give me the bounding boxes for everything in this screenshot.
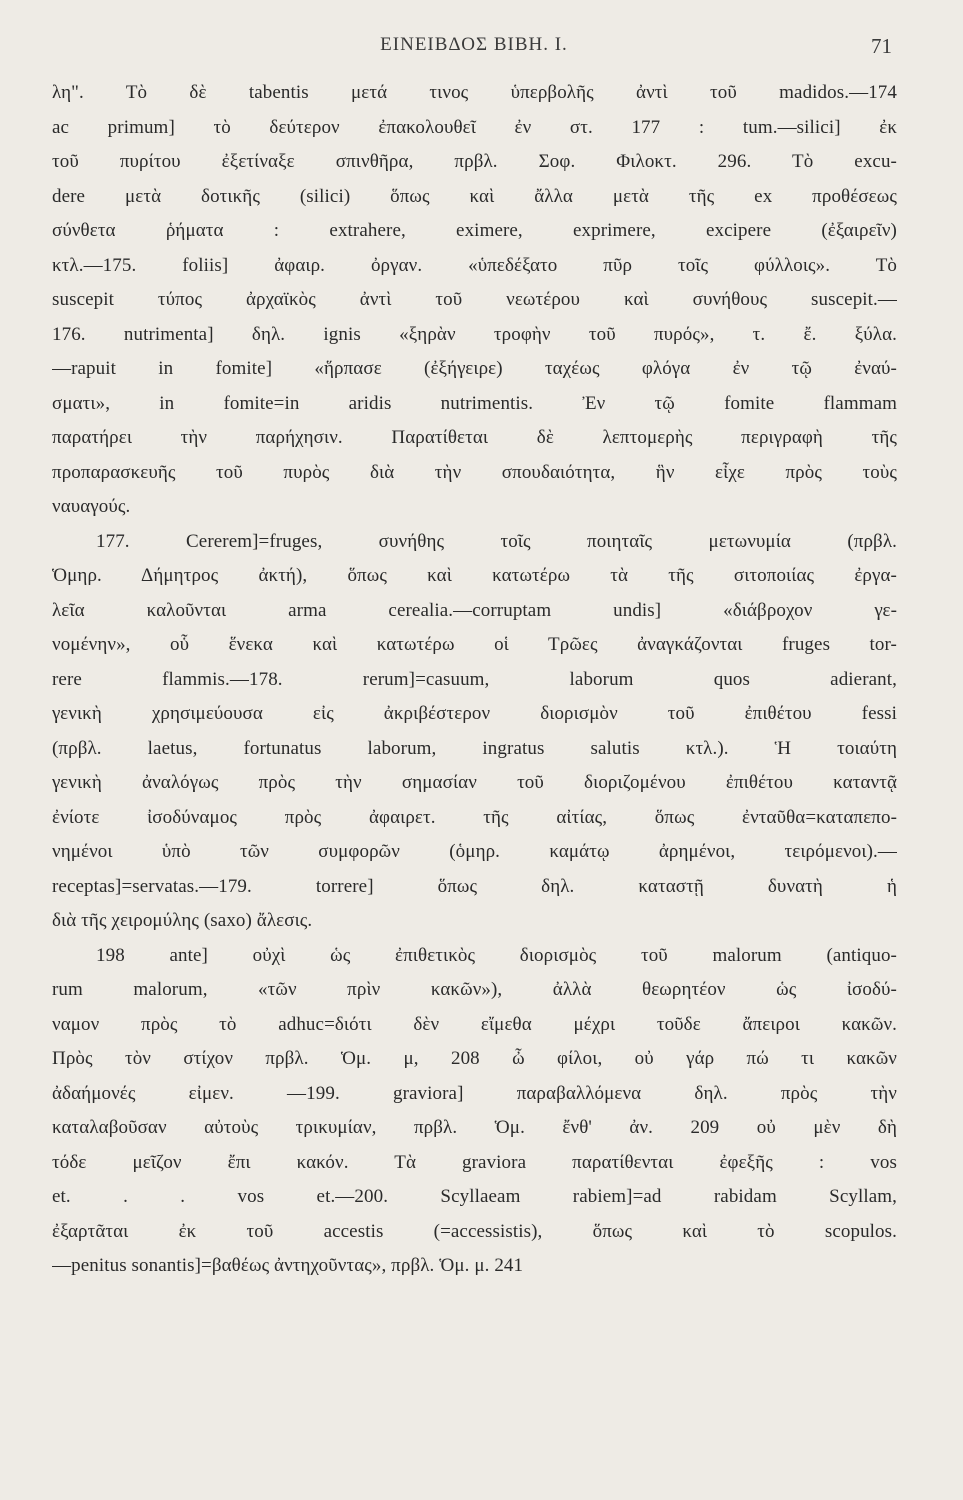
text-line: προπαρασκευῆς τοῦ πυρὸς διὰ τὴν σπουδαιότητα, ἣν εἶχε πρὸς τοὺς <box>52 461 897 483</box>
text-line: λη". Τὸ δὲ tabentis μετά τινος ὑπερβολῆς ἀντὶ τοῦ madidos.—174 <box>52 82 897 103</box>
text-line: κτλ.—175. foliis] ἀφαιρ. ὀργαν. «ὑπεδέξατο πῦρ τοῖς φύλλοις». Τὸ <box>52 254 897 276</box>
text-line: —rapuit in fomite] «ἥρπασε (ἐξήγειρε) ταχέως φλόγα ἐν τῷ ἐναύ- <box>52 358 897 379</box>
text-line: et. . . vos et.—200. Scyllaeam rabiem]=ad rabidam Scyllam, <box>52 1186 897 1207</box>
text-line: 177. Cererem]=fruges, συνήθης τοῖς ποιηταῖς μετωνυμία (πρβλ. <box>96 530 897 552</box>
text-line: suscepit τύπος ἀρχαϊκὸς ἀντὶ τοῦ νεωτέρου καὶ συνήθους suscepit.— <box>52 289 897 310</box>
text-line: σύνθετα ῥήματα : extrahere, eximere, exprimere, excipere (ἐξαιρεῖν) <box>52 220 897 241</box>
running-title: ΕΙΝΕΙΒΔΟΣ ΒΙΒΗ. Ι. <box>380 34 568 55</box>
text-line: 176. nutrimenta] δηλ. ignis «ξηρὰν τροφὴν τοῦ πυρός», τ. ἔ. ξύλα. <box>52 323 897 345</box>
text-line: Πρὸς τὸν στίχον πρβλ. Ὁμ. μ, 208 ὦ φίλοι, οὐ γάρ πώ τι κακῶν <box>52 1048 897 1069</box>
text-line: dere μετὰ δοτικῆς (silici) ὅπως καὶ ἄλλα μετὰ τῆς ex προθέσεως <box>52 185 897 207</box>
text-line: ac primum] τὸ δεύτερον ἐπακολουθεῖ ἐν στ. 177 : tum.—silici] ἐκ <box>52 116 897 138</box>
text-line: ναυαγούς. <box>52 496 131 517</box>
text-line: τόδε μεῖζον ἔπι κακόν. Τὰ graviora παρατίθενται ἐφεξῆς : vos <box>52 1151 897 1173</box>
text-line: λεῖα καλοῦνται arma cerealia.—corruptam undis] «διάβροχον γε- <box>52 599 897 621</box>
text-line: καταλαβοῦσαν αὐτοὺς τρικυμίαν, πρβλ. Ὁμ. ἔνθ' ἀν. 209 οὐ μὲν δὴ <box>52 1117 897 1138</box>
body-text <box>52 76 897 1284</box>
text-line: γενικὴ ἀναλόγως πρὸς τὴν σημασίαν τοῦ διοριζομένου ἐπιθέτου καταντᾷ <box>52 772 897 793</box>
text-line: (πρβλ. laetus, fortunatus laborum, ingratus salutis κτλ.). Ἡ τοιαύτη <box>52 737 897 759</box>
text-line: παρατήρει τὴν παρήχησιν. Παρατίθεται δὲ λεπτομερὴς περιγραφὴ τῆς <box>52 427 897 448</box>
text-line: γενικὴ χρησιμεύουσα εἰς ἀκριβέστερον διορισμὸν τοῦ ἐπιθέτου fessi <box>52 703 897 724</box>
text-line: ἐνίοτε ἰσοδύναμος πρὸς ἀφαιρετ. τῆς αἰτίας, ὅπως ἐνταῦθα=καταπεπο- <box>52 806 897 828</box>
text-line: —penitus sonantis]=βαθέως ἀντηχοῦντας», πρβλ. Ὁμ. μ. 241 <box>52 1255 524 1276</box>
running-header <box>56 34 892 64</box>
text-line: rum malorum, «τῶν πρὶν κακῶν»), ἀλλὰ θεωρητέον ὡς ἰσοδύ- <box>52 979 897 1000</box>
text-line: σματι», in fomite=in aridis nutrimentis. Ἐν τῷ fomite flammam <box>52 392 897 414</box>
text-line: ἀδαήμονές εἰμεν. —199. graviora] παραβαλλόμενα δηλ. πρὸς τὴν <box>52 1082 897 1104</box>
page-number: 71 <box>871 34 892 58</box>
text-line: τοῦ πυρίτου ἐξετίναξε σπινθῆρα, πρβλ. Σοφ. Φιλοκτ. 296. Τὸ excu- <box>52 151 897 172</box>
text-line: διὰ τῆς χειρομύλης (saxo) ἄλεσις. <box>52 910 313 931</box>
text-line: νομένην», οὗ ἕνεκα καὶ κατωτέρω οἱ Τρῶες ἀναγκάζονται fruges tor- <box>52 634 897 655</box>
text-line: ἐξαρτᾶται ἐκ τοῦ accestis (=accessistis), ὅπως καὶ τὸ scopulos. <box>52 1220 897 1242</box>
text-line: rere flammis.—178. rerum]=casuum, laborum quos adierant, <box>52 668 897 690</box>
text-line: ναμον πρὸς τὸ adhuc=διότι δὲν εἴμεθα μέχρι τοῦδε ἄπειροι κακῶν. <box>52 1013 897 1035</box>
text-line: Ὁμηρ. Δήμητρος ἀκτή), ὅπως καὶ κατωτέρω τὰ τῆς σιτοποιίας ἐργα- <box>52 565 897 586</box>
text-line: νημένοι ὑπὸ τῶν συμφορῶν (ὁμηρ. καμάτῳ ἀρημένοι, τειρόμενοι).— <box>52 841 897 862</box>
text-line: 198 ante] οὐχὶ ὡς ἐπιθετικὸς διορισμὸς τοῦ malorum (antiquo- <box>96 944 897 966</box>
text-line: receptas]=servatas.—179. torrere] ὅπως δηλ. καταστῇ δυνατὴ ἡ <box>52 875 897 897</box>
